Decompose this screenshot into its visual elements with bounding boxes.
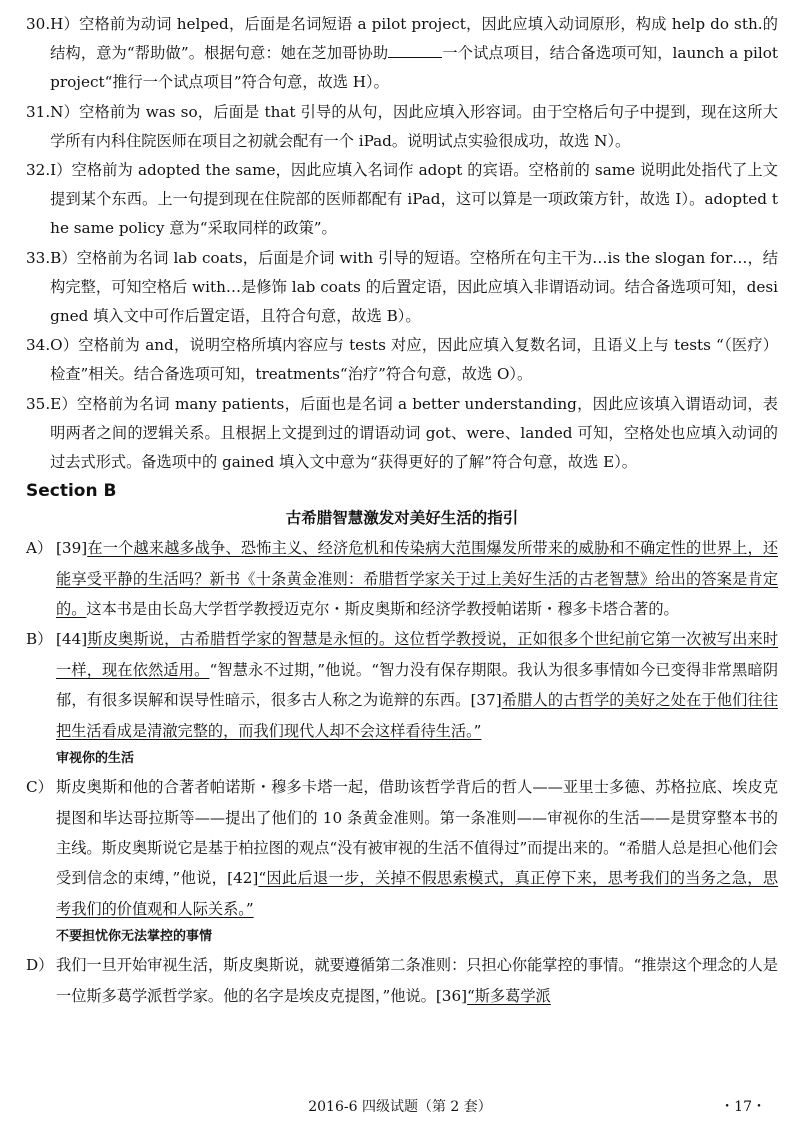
paragraph-a — [26, 533, 778, 624]
paragraph-text: 我们一旦开始审视生活，斯皮奥斯说，就要遵循第二条准则：只担心你能掌控的事情。“推崇这个理念的人是一位斯多葛学派哲学家。他的名字是埃皮克提图，”他说。 — [56, 956, 778, 1005]
answer-item-33 — [26, 244, 778, 332]
paragraph-text: 斯皮奥斯和他的合著者帕诺斯・穆多卡塔一起，借助该哲学背后的哲人——亚里士多德、苏格拉底、埃皮克提图和毕达哥拉斯等——提出了他们的 10 条黄金准则。第一条准则——审视你的生活——是贯穿整本书的主线。斯皮奥斯说它是基于柏拉图的观点“没有被审视的生活不值得过”而提出来的。“希腊人总是担心他们会受到信念的束缚，”他说， — [56, 778, 778, 888]
paragraph-letter: B） — [26, 630, 53, 649]
answer-number: 34. — [26, 336, 51, 355]
question-marker: [44] — [56, 630, 88, 649]
answer-item-32 — [26, 156, 778, 244]
answer-item-35 — [26, 390, 778, 478]
answer-number: 32. — [26, 161, 51, 180]
answer-text: I）空格前为 adopted the same，因此应填入名词作 adopt 的宾语。空格前的 same 说明此处指代了上文提到某个东西。上一句提到现在住院部的医师都配有 iPad，这可以算是一项政策方针，故选 I）。adopted the same policy 意为“采取同样的政策”。 — [50, 161, 778, 238]
underlined-answer-text: “斯多葛学派 — [467, 986, 551, 1005]
answer-text: N）空格前为 was so，后面是 that 引导的从句，因此应填入形容词。由于空格后句子中提到，现在这所大学所有内科住院医师在项目之初就会配有一个 iPad。说明试点实验很成功，故选 N）。 — [50, 102, 778, 150]
answer-number: 35. — [26, 394, 51, 413]
underlined-text: 这位哲学教授说，正如很多个世纪前它第一次被写出来时一样，现在依然适用。 — [56, 630, 779, 679]
underlined-answer-text: 在一个越来越多战争、恐怖主义、经济危机和传染病大范围爆发所带来的威胁和不确定性的世界上，还能享受平静的生活吗？新书《十条黄金准则：希腊哲学家关于过上美好生活的古老智慧》给出的答案是肯定的。 — [56, 539, 778, 619]
paragraph-c — [26, 772, 778, 924]
paragraph-text: “智慧永不过期，”他说。“智力没有保存期限。我认为很多事情如今已变得非常黑暗阴郁，有很多误解和误导性暗示，很多古人称之为诡辩的东西。 — [56, 660, 779, 710]
paragraph-letter: D） — [26, 956, 54, 975]
question-marker: [42] — [227, 869, 259, 888]
underlined-answer-text: “因此后退一步，关掉不假思索模式，真正停下来，思考我们的当务之急，思考我们的价值观和人际关系。” — [56, 869, 779, 918]
paragraph-letter: A） — [26, 539, 53, 558]
section-heading: Section B — [26, 481, 117, 502]
page-number: ・17・ — [720, 1099, 766, 1115]
question-marker: [36] — [435, 986, 468, 1005]
underlined-answer-text: 斯皮奥斯说，古希腊哲学家的智慧是永恒的。 — [87, 630, 395, 649]
answer-text: B）空格前为名词 lab coats，后面是介词 with 引导的短语。空格所在句主干为…is the slogan for…，结构完整，可知空格后 with…是修饰 lab coats 的后置定语，因此应填入非谓语动词。结合备选项可知，designed 填入文中可作后置定语，且符合句意，故选 B）。 — [50, 248, 778, 326]
answer-text: H）空格前为动词 helped，后面是名词短语 a pilot project，因此应填入动词原形，构成 help do sth.的结构，意为“帮助做”。根据句意：她在芝加哥协助 — [50, 15, 778, 63]
paragraph-text: 这本书是由长岛大学哲学教授迈克尔・斯皮奥斯和经济学教授帕诺斯・穆多卡塔合著的。 — [86, 600, 679, 619]
answer-text-cont: 一个试点项目，结合备选项可知，launch a pilot project“推行一个试点项目”符合句意，故选 H）。 — [50, 44, 778, 92]
paragraph-d — [26, 950, 778, 1011]
footer-exam-title: 2016-6 四级试题（第 2 套） — [308, 1099, 492, 1115]
answer-item-30 — [26, 10, 778, 98]
answer-text: E）空格前为名词 many patients，后面也是名词 a better understanding，因此应该填入谓语动词，表明两者之间的逻辑关系。且根据上文提到过的谓语动词 got、were、landed 可知，空格处也应填入动词的过去式形式。备选项中的 gained 填入文中意为“获得更好的了解”符合句意，故选 E）。 — [50, 394, 778, 472]
paragraph-b — [26, 624, 778, 746]
answer-item-31 — [26, 98, 778, 156]
question-marker: [37] — [470, 691, 502, 710]
subheading-examine-life: 审视你的生活 — [56, 751, 135, 767]
answer-number: 31. — [26, 102, 51, 121]
paragraph-letter: C） — [26, 778, 53, 797]
article-title: 古希腊智慧激发对美好生活的指引 — [285, 509, 519, 528]
question-marker: [39] — [56, 539, 88, 558]
answer-number: 33. — [26, 248, 51, 267]
answer-text: O）空格前为 and，说明空格所填内容应与 tests 对应，因此应填入复数名词，且语义上与 tests “（医疗）检查”相关。结合备选项可知，treatments“治疗”符合句意，故选 O）。 — [50, 336, 778, 384]
answer-item-34 — [26, 331, 778, 389]
subheading-dont-worry: 不要担忧你无法掌控的事情 — [56, 929, 213, 945]
fill-blank — [388, 43, 442, 58]
underlined-answer-text: 希腊人的古哲学的美好之处在于他们往往把生活看成是清澈完整的，而我们现代人却不会这样看待生活。” — [56, 691, 779, 740]
page-content — [26, 10, 778, 1011]
answer-number: 30. — [26, 15, 51, 33]
